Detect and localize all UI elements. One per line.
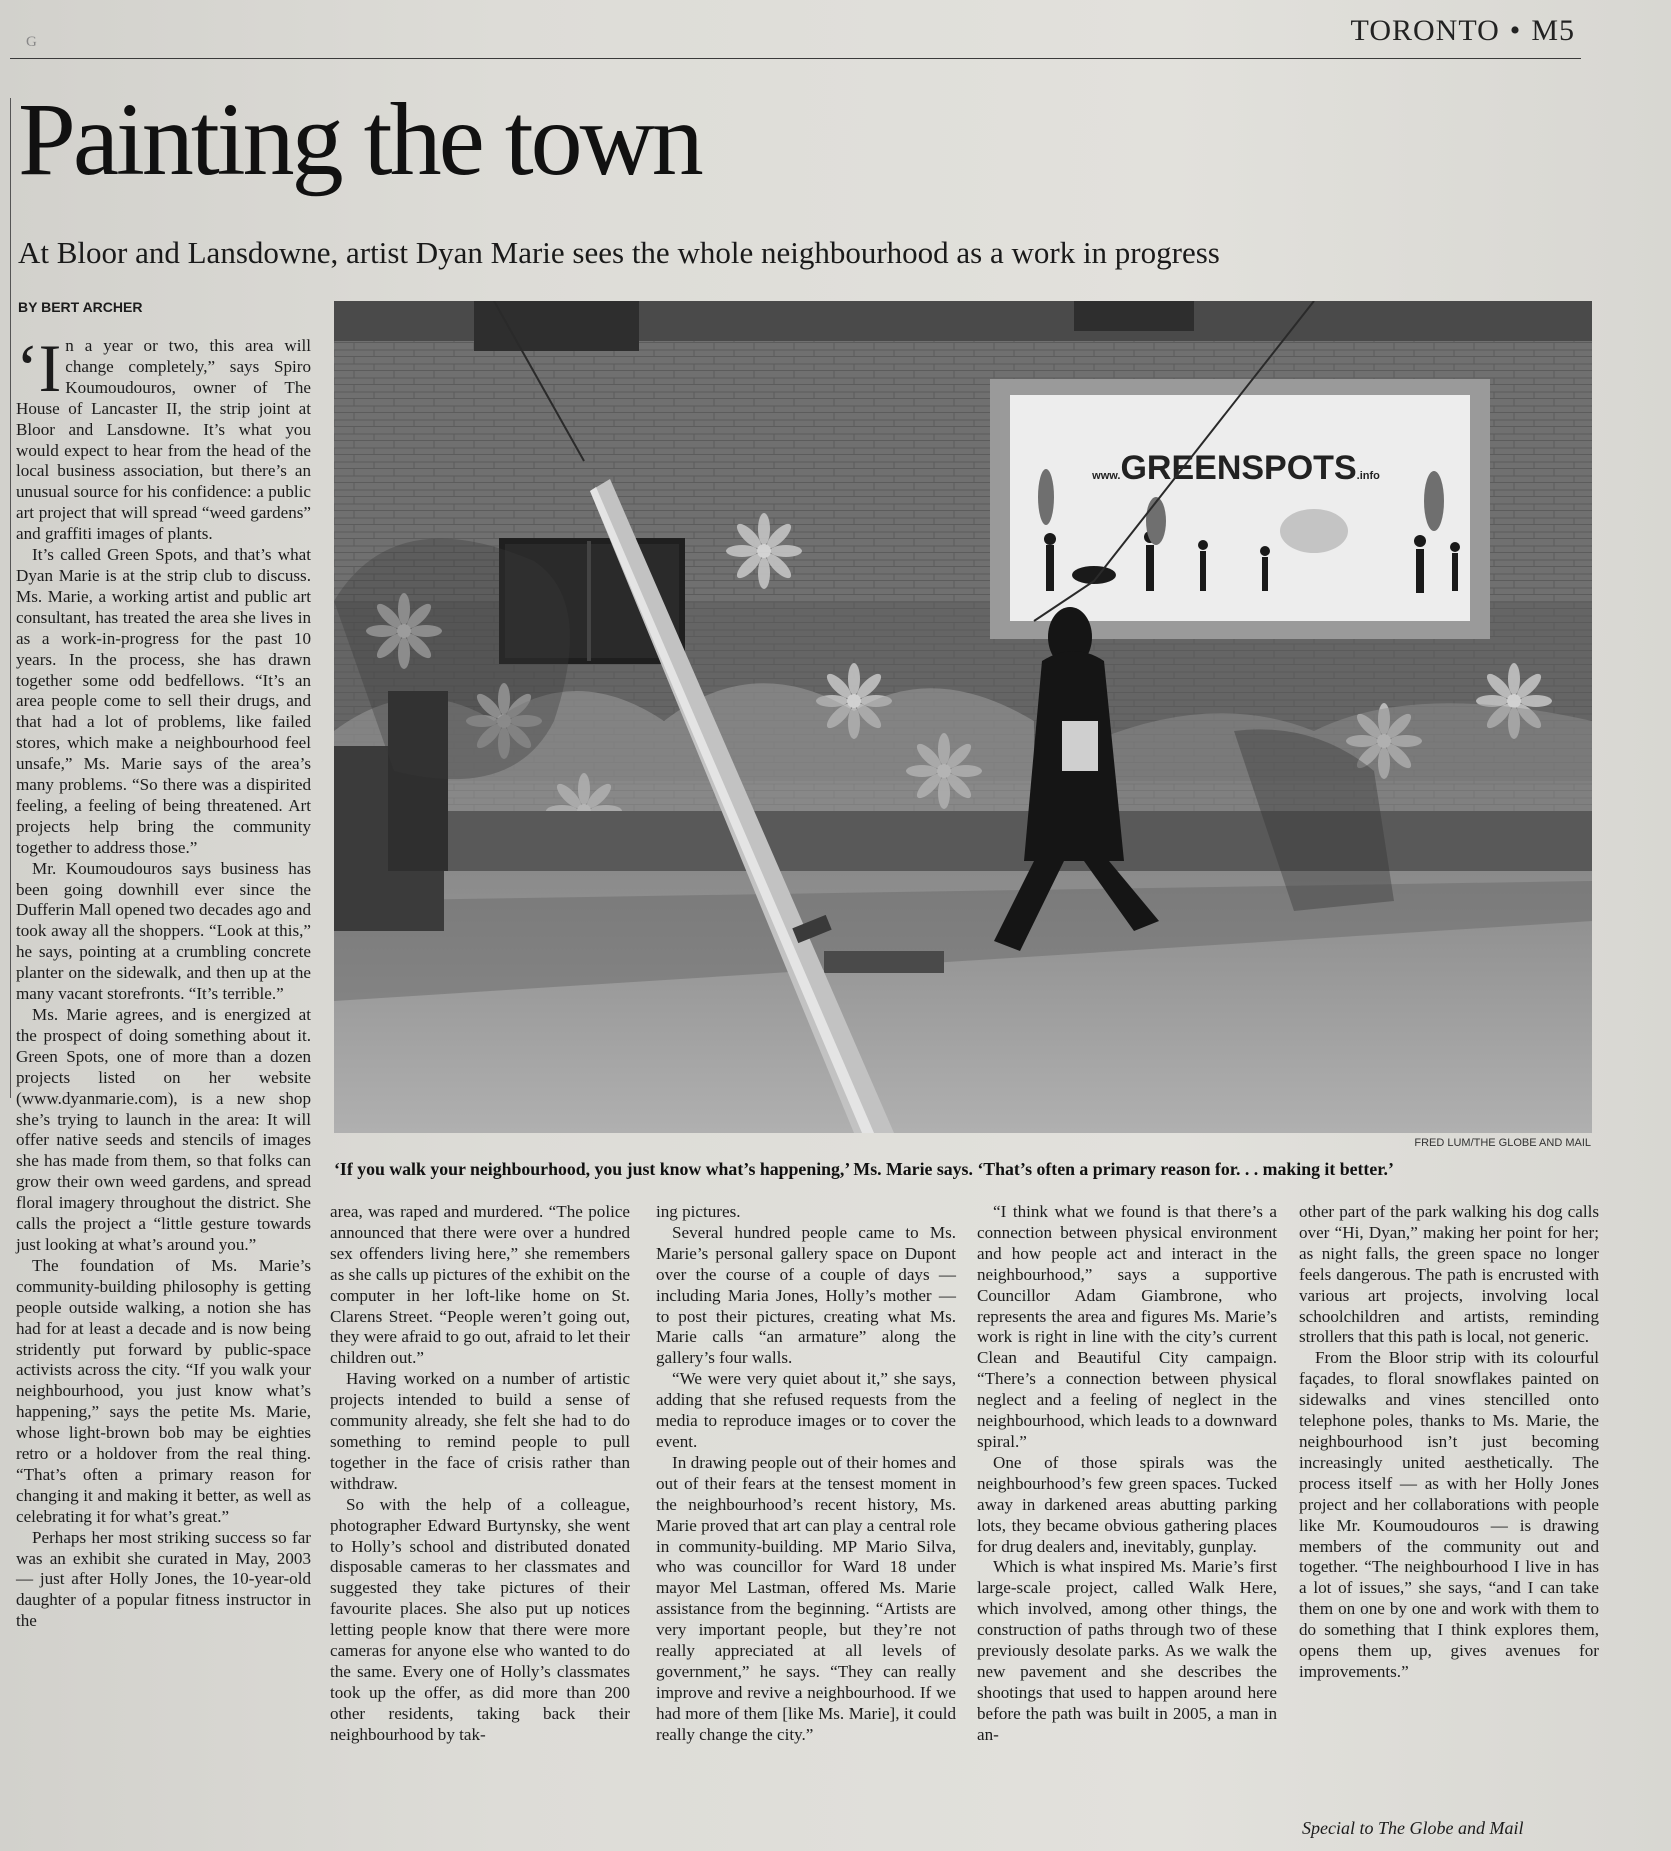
paragraph: Which is what inspired Ms. Marie’s first large-scale project, called Walk Here, which involved, among other things, the construction of paths through two of these previously desolate parks. As we walk the new pavement and she describes the shootings that used to happen around here before the path was built in 2005, a man in an-	[977, 1557, 1277, 1744]
headline: Painting the town	[18, 82, 701, 197]
paragraph: It’s called Green Spots, and that’s what Dyan Marie is at the strip club to discuss. Ms. Marie, a working artist and public art consultant, has treated the area she lives in as a work-in-progress for the past 10 years. In the process, she has drawn together some odd bedfellows. “It’s an area people come to sell their drugs, and that had a lot of problems, like failed stores, which make a neighbourhood feel unsafe,” Ms. Marie says of the area’s many problems. “So there was a dispirited feeling, a feeling of being threatened. Art projects help bring the community together to address those.”	[16, 545, 311, 857]
signoff: Special to The Globe and Mail	[1302, 1818, 1524, 1838]
photo-credit: FRED LUM/THE GLOBE AND MAIL	[1414, 1137, 1591, 1149]
section-separator: •	[1509, 14, 1522, 47]
paragraph: The foundation of Ms. Marie’s community-building philosophy is getting people outside walking, a notion she has had for at least a decade and is now being stridently put forward by public-space activists across the city. “If you walk your neighbourhood, you just know what’s happening,” says the petite Ms. Marie, whose light-brown bob may be eighties retro or a holdover from the real thing. “That’s often a primary reason for changing it and making it better, as well as celebrating it for what’s great.”	[16, 1255, 311, 1526]
deck: At Bloor and Lansdowne, artist Dyan Marie sees the whole neighbourhood as a work in progress	[18, 235, 1220, 270]
paragraph: Mr. Koumoudouros says business has been going downhill ever since the Dufferin Mall opened two decades ago and took away all the shoppers. “Look at this,” he says, pointing at a crumbling concrete planter on the sidewalk, and then up at the many vacant storefronts. “It’s terrible.”	[16, 858, 311, 1004]
section-header	[1351, 14, 1575, 48]
article-column-5	[1299, 1202, 1599, 1683]
paragraph: From the Bloor strip with its colourful façades, to floral snowflakes painted on sidewalks and vines stencilled onto telephone poles, thanks to Ms. Marie, the neighbourhood isn’t just becoming increasingly united aesthetically. The process itself — as with her Holly Jones project and her collaborations with people like Mr. Koumoudouros — is drawing members of the community out and together. “The neighbourhood I live in has a lot of issues,” she says, “and I can take them on one by one and work with them to do something that I think explores them, opens them up, gives avenues for improvements.”	[1299, 1348, 1599, 1681]
paragraph: “I think what we found is that there’s a connection between physical environment and how people act and interact in the neighbourhood,” says a supportive Councillor Adam Giambrone, who represents the area and figures Ms. Marie’s work is right in line with the city’s current Clean and Beautiful City campaign. “There’s a connection between physical neglect and a feeling of neglect in the neighbourhood, which leads to a downward spiral.”	[977, 1202, 1277, 1451]
edition-mark: G	[26, 34, 37, 50]
paragraph: Having worked on a number of artistic projects intended to build a sense of community already, she felt she had to do something to remind people to pull together in the face of crisis rather than withdraw.	[330, 1369, 630, 1493]
sign-text: www.GREENSPOTS.info	[1092, 449, 1380, 487]
paragraph: ing pictures.	[656, 1202, 741, 1221]
section-name: TORONTO	[1350, 14, 1500, 47]
page-number: M5	[1531, 14, 1575, 47]
header-rule	[10, 58, 1581, 59]
paragraph: area, was raped and murdered. “The police announced that there were over a hundred sex offenders living here,” she remembers as she calls up pictures of the exhibit on the computer in her loft-like home on St. Clarens Street. “People weren’t going out, they were afraid to go out, afraid to let their children out.”	[330, 1202, 630, 1368]
article-column-4	[977, 1202, 1277, 1746]
paragraph: other part of the park walking his dog calls over “Hi, Dyan,” making her point for her; as night falls, the green space no longer feels dangerous. The path is encrusted with various art projects, involving local schoolchildren and artists, reminding strollers that this path is local, not generic.	[1299, 1202, 1599, 1347]
article-column-2	[330, 1202, 630, 1746]
paragraph: Perhaps her most striking success so far was an exhibit she curated in May, 2003 — just after Holly Jones, the 10-year-old daughter of a popular fitness instructor in the	[16, 1527, 311, 1631]
paragraph: So with the help of a colleague, photographer Edward Burtynsky, she went to Holly’s school and distributed donated disposable cameras to her classmates and suggested they take pictures of their favourite places. She also put up notices letting people know that there were more cameras for anyone else who wanted to do the same. Every one of Holly’s classmates took up the offer, as did more than 200 other residents, taking back their neighbourhood by tak-	[330, 1494, 630, 1744]
article-column-3	[656, 1202, 956, 1746]
paragraph: Several hundred people came to Ms. Marie’s personal gallery space on Dupont over the course of a couple of days — including Maria Jones, Holly’s mother — to post their pictures, creating what Ms. Marie calls “an armature” along the gallery’s four walls.	[656, 1222, 956, 1368]
article-column-1	[16, 330, 311, 1632]
photo-caption: ‘If you walk your neighbourhood, you just know what’s happening,’ Ms. Marie says. ‘That’s often a primary reason for. . . making it better.’	[334, 1159, 1394, 1179]
photo-mural	[334, 301, 1592, 1133]
column-rule	[10, 98, 11, 1098]
lead-paragraph	[16, 330, 311, 545]
paragraph: In drawing people out of their homes and out of their fears at the tensest moment in the neighbourhood’s recent history, Ms. Marie proved that art can play a central role in community-building. MP Mario Silva, who was councillor for Ward 18 under mayor Mel Lastman, offered Ms. Marie assistance from the beginning. “Artists are very important people, but they’re not really appreciated at all levels of government,” he says. “They can really improve and revive a neighbourhood. If we had more of them [like Ms. Marie], it could really change the city.”	[656, 1452, 956, 1744]
byline: BY BERT ARCHER	[18, 299, 143, 315]
dropcap: ‘I	[16, 330, 62, 406]
paragraph: Ms. Marie agrees, and is energized at the prospect of doing something about it. Green Spots, one of more than a dozen projects listed on her website (www.dyanmarie.com), is a new shop she’s trying to launch in the area: It will offer native seeds and stencils of images she has made from them, so that folks can grow their own weed gardens, and spread floral imagery throughout the district. She calls the project a “little gesture towards just looking at what’s around you.”	[16, 1005, 311, 1254]
paragraph-text: n a year or two, this area will change completely,” says Spiro Koumoudouros, owner of The House of Lancaster II, the strip joint at Bloor and Lansdowne. It’s what you would expect to hear from the head of the local business association, but there’s an unusual source for his confidence: a public art project that will spread “weed gardens” and graffiti images of plants.	[16, 336, 311, 544]
mural-photo-graphic	[334, 301, 1592, 1133]
paragraph: One of those spirals was the neighbourhood’s few green spaces. Tucked away in darkened areas abutting parking lots, they became obvious gathering places for drug dealers and, inevitably, gunplay.	[977, 1452, 1277, 1556]
paragraph: “We were very quiet about it,” she says, adding that she refused requests from the media to reproduce images or to cover the event.	[656, 1369, 956, 1451]
